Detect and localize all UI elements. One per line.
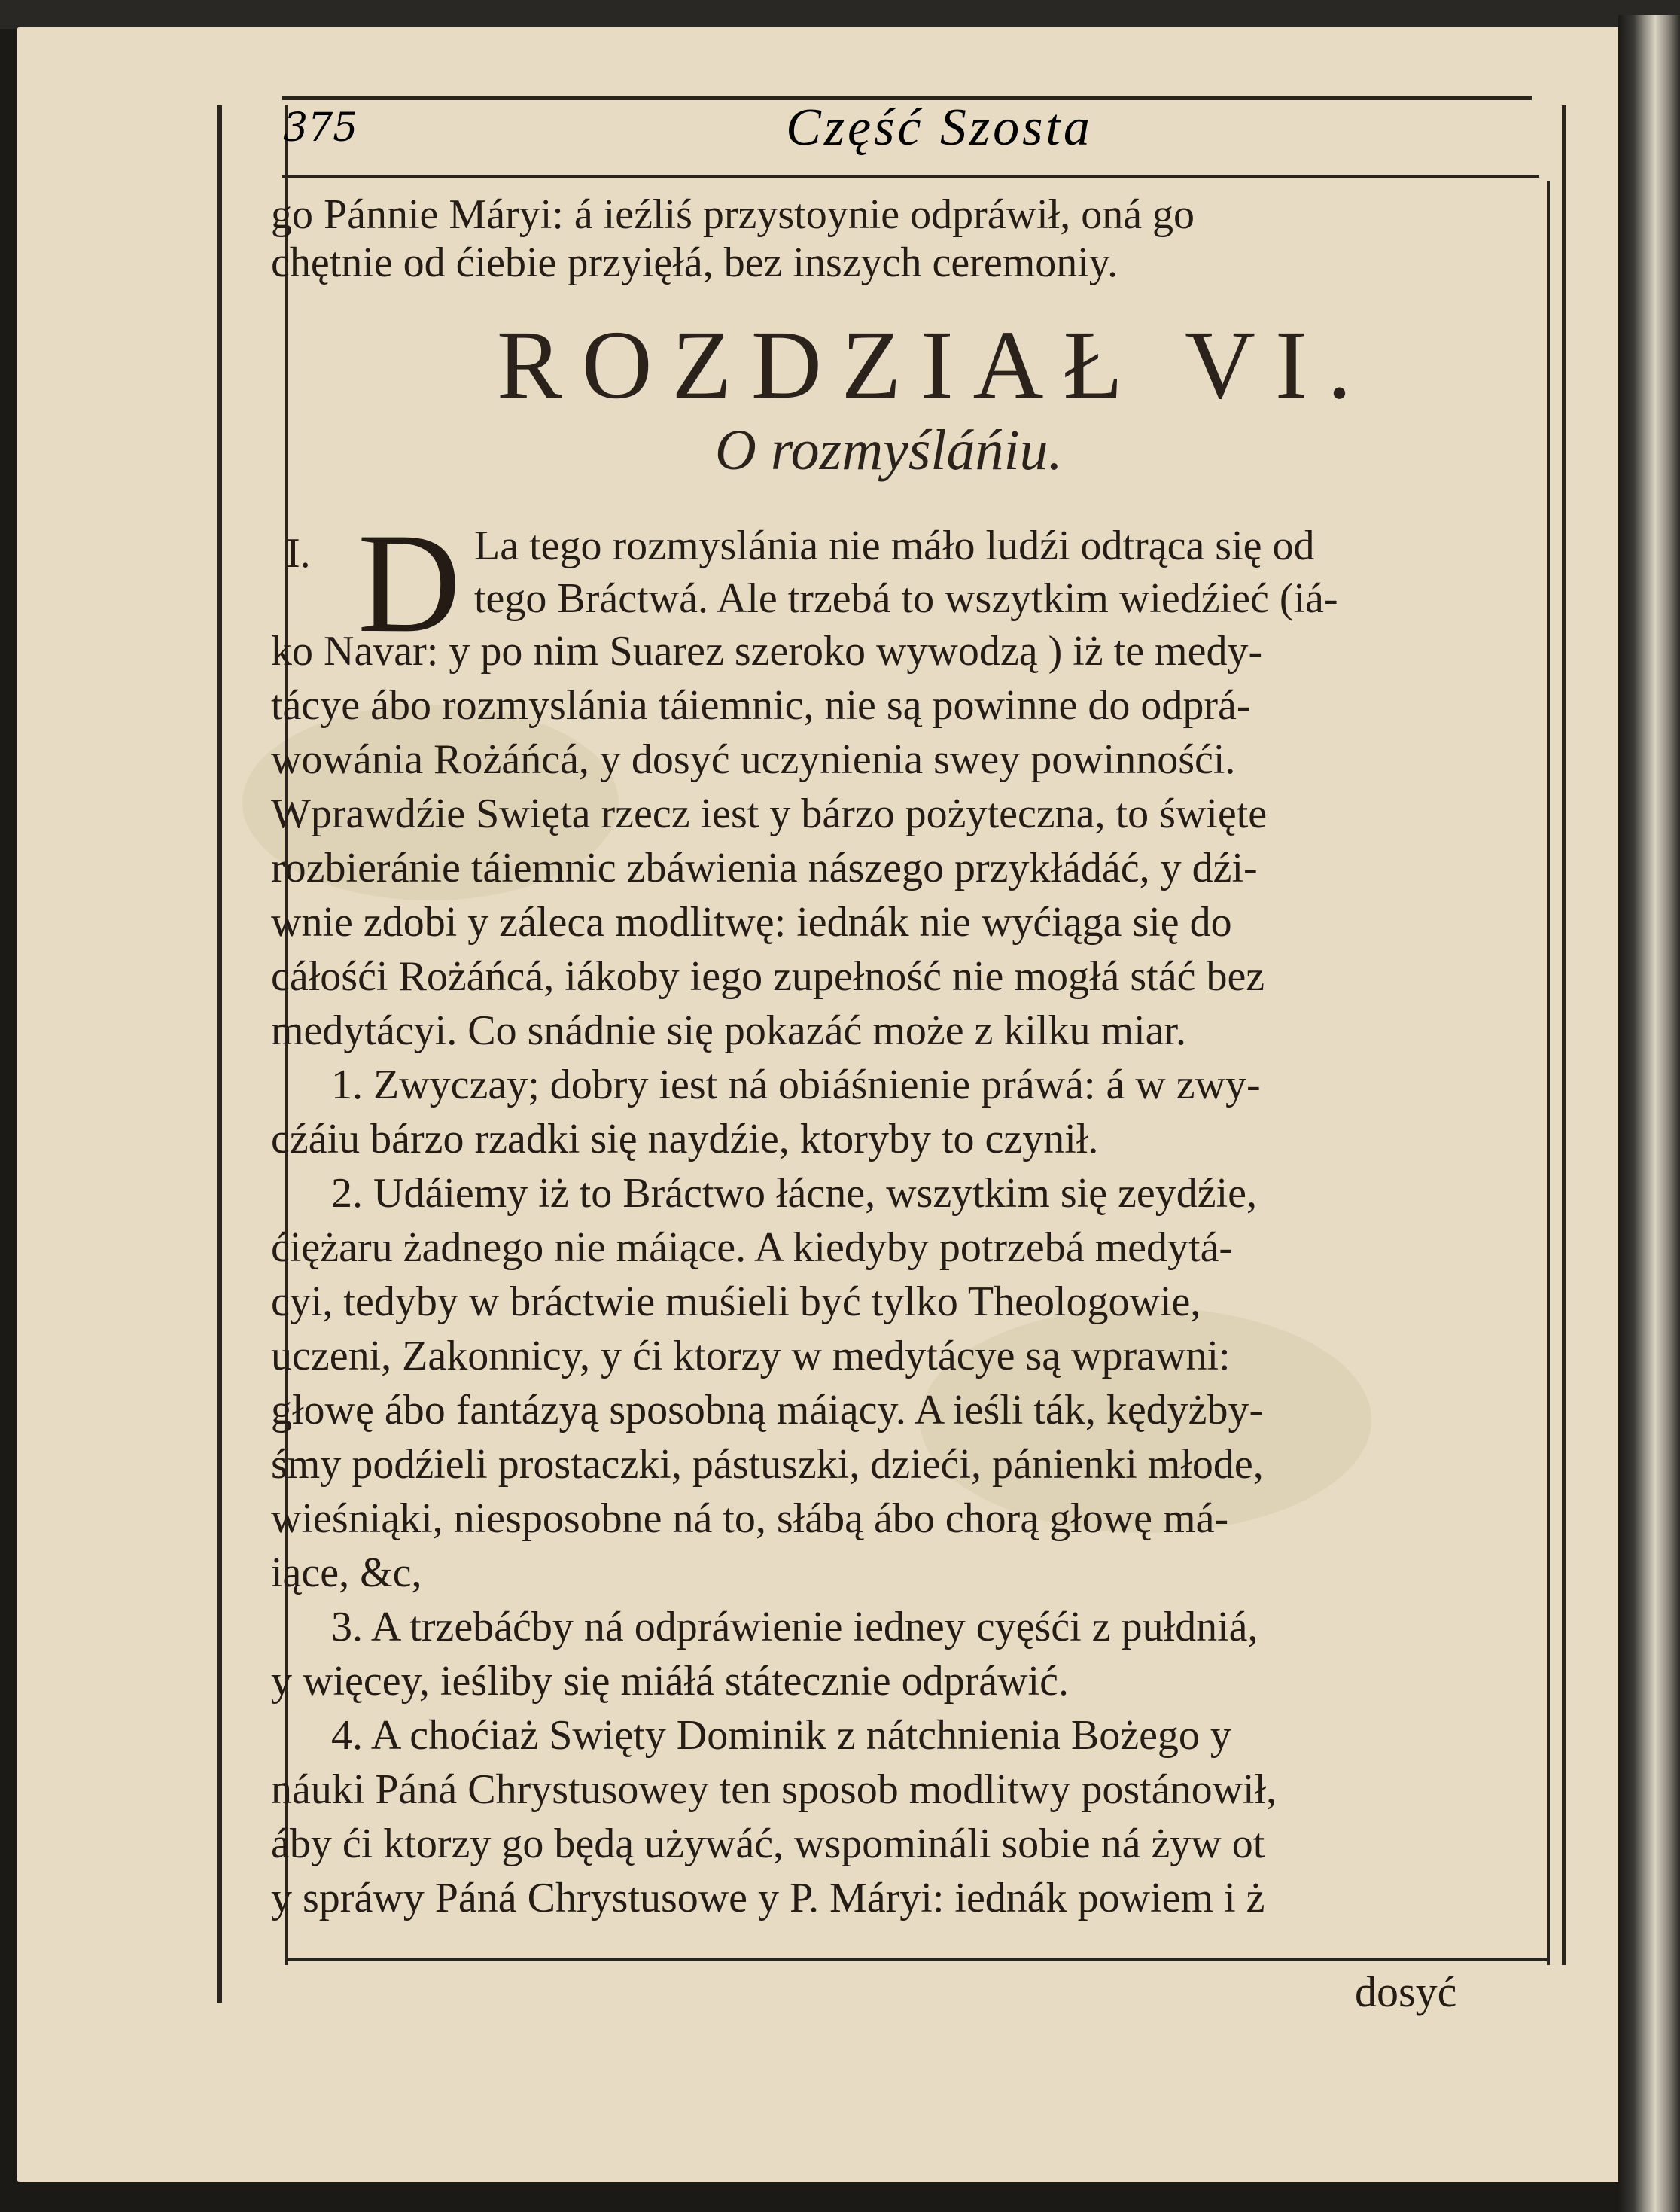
text-line: 1. Zwyczay; dobry iest ná obiáśnienie práwá: á w zwy- [331,1062,1261,1108]
text-line: ko Navar: y po nim Suarez szeroko wywodzą ) iż te medy- [271,628,1263,675]
text-line: 3. A trzebáćby ná odpráwienie iedney cyęśći z pułdniá, [331,1604,1258,1650]
text-line: tácye ábo rozmyslánia táiemnic, nie są powinne do odprá- [271,682,1251,729]
text-line: áby ći ktorzy go będą używáć, wspomináli sobie ná żyw ot [271,1820,1265,1867]
text-line: La tego rozmyslánia nie máło ludźi odtrąca się od [474,523,1315,569]
left-frame-rule [217,105,222,2003]
text-line: 2. Udáiemy iż to Bráctwo łácne, wszytkim się zeydźie, [331,1170,1258,1217]
text-line: ćiężaru żadnego nie máiące. A kiedyby potrzebá medytá- [271,1224,1234,1271]
catchword: dosyć [1355,1967,1457,2016]
text-line: chętnie od ćiebie przyięłá, bez inszych ceremoniy. [271,239,1118,286]
header-bottom-rule [282,175,1539,178]
text-line: cyi, tedyby w bráctwie muśieli być tylko Theologowie, [271,1278,1201,1325]
text-line: głowę ábo fantázyą sposobną máiący. A ieśli ták, kędyżby- [271,1387,1264,1434]
text-line: cźáiu bárzo rzadki się naydźie, ktoryby to czynił. [271,1116,1099,1162]
running-title: Część Szosta [786,99,1093,157]
book-spine [1618,15,1680,2212]
chapter-subtitle: O rozmyśláńiu. [715,419,1063,482]
text-line: śmy podźieli prostaczki, pástuszki, dzieći, pánienki młode, [271,1441,1264,1488]
text-line: náuki Páná Chrystusowey ten sposob modlitwy postánowił, [271,1766,1277,1813]
page-number: 375 [283,105,358,151]
running-header [277,99,1526,166]
right-frame-rule [1562,105,1566,1965]
text-line: rozbieránie táiemnic zbáwienia nászego przykłádáć, y dźi- [271,845,1258,891]
scan-background-top [0,0,1680,29]
text-line: wowánia Rożáńcá, y dosyć uczynienia swey powinnośći. [271,736,1236,783]
chapter-title: ROZDZIAŁ VI. [497,311,1371,419]
text-line: wieśniąki, niesposobne ná to, słábą ábo chorą głowę má- [271,1495,1229,1542]
text-line: Wprawdźie Swięta rzecz iest y bárzo pożyteczna, to święte [271,791,1268,837]
text-line: cáłośći Rożáńcá, iákoby iego zupełność nie mogłá stáć bez [271,953,1265,1000]
text-line: medytácyi. Co snádnie się pokazáć może z kilku miar. [271,1007,1187,1054]
paragraph-number: I. [286,530,311,577]
text-line: iące, &c, [271,1549,422,1596]
text-line: go Pánnie Máryi: á ieźliś przystoynie odpráwił, oná go [271,191,1195,238]
bottom-rule [285,1958,1549,1961]
text-line: uczeni, Zakonnicy, y ći ktorzy w medytácye są wprawni: [271,1333,1231,1379]
text-line: 4. A choćiaż Swięty Dominik z nátchnienia Bożego y [331,1712,1231,1759]
inner-right-rule [1547,181,1550,1965]
text-line: tego Bráctwá. Ale trzebá to wszytkim wiedźieć (iá- [474,575,1338,622]
drop-cap: D [358,504,461,663]
text-line: wnie zdobi y záleca modlitwę: iednák nie wyćiąga się do [271,899,1232,946]
text-line: y więcey, ieśliby się miáłá státecznie odpráwić. [271,1658,1069,1705]
text-line: y spráwy Páná Chrystusowe y P. Máryi: iednák powiem i ż [271,1875,1265,1921]
